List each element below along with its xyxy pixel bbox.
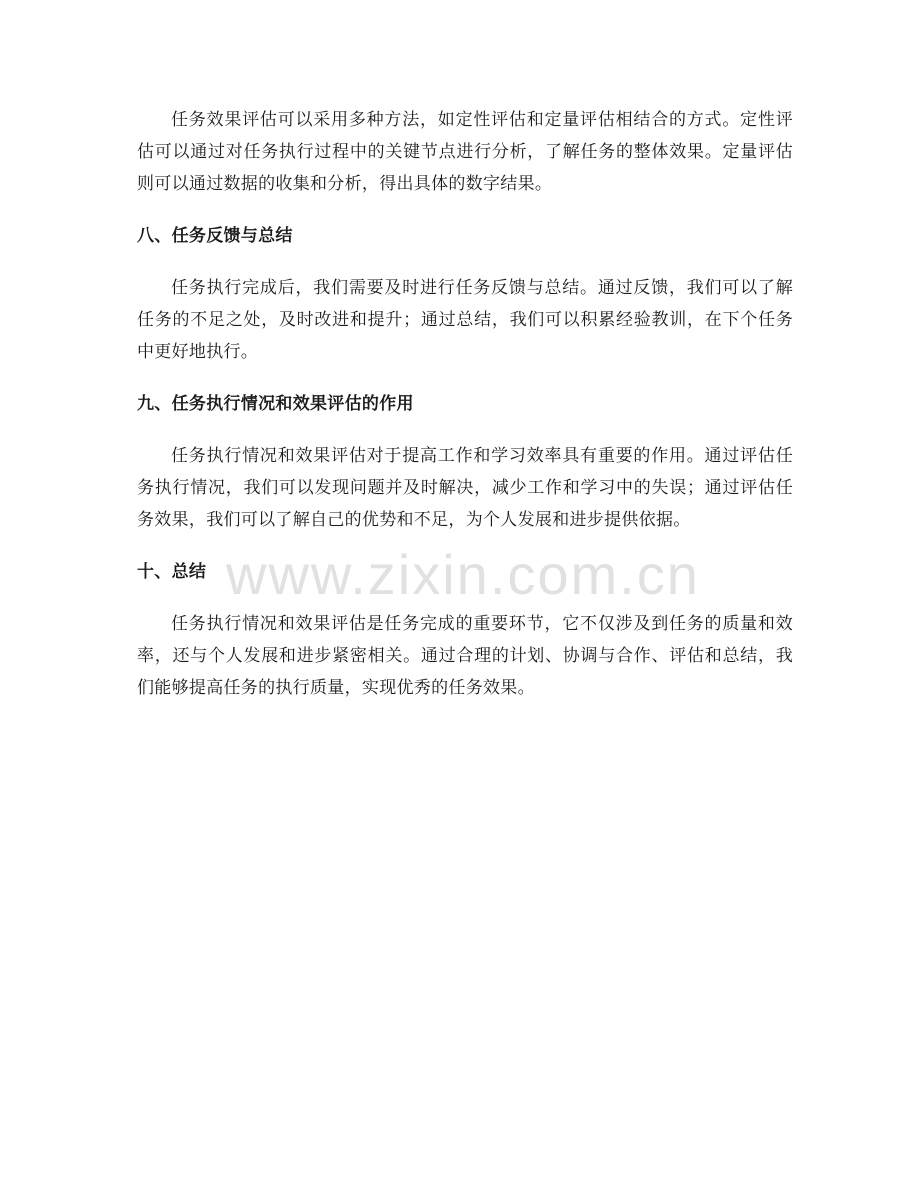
watermark-text: www.zixin.com.cn [226,543,700,606]
paragraph-conclusion: 任务执行情况和效果评估是任务完成的重要环节，它不仅涉及到任务的质量和效率，还与个人发展和进步紧密相关。通过合理的计划、协调与合作、评估和总结，我们能够提高任务的执行质量，实现优秀的任务效果。 [137,614,793,698]
paragraph-evaluation-role: 任务执行情况和效果评估对于提高工作和学习效率具有重要的作用。通过评估任务执行情况，我们可以发现问题并及时解决，减少工作和学习中的失误；通过评估任务效果，我们可以了解自己的优势和不足，为个人发展和进步提供依据。 [137,446,793,530]
paragraph-evaluation-methods: 任务效果评估可以采用多种方法，如定性评估和定量评估相结合的方式。定性评估可以通过对任务执行过程中的关键节点进行分析，了解任务的整体效果。定量评估则可以通过数据的收集和分析，得出具体的数字结果。 [137,110,793,194]
section-heading-feedback-summary: 八、任务反馈与总结 [137,226,293,246]
section-heading-conclusion: 十、总结 [137,562,207,582]
paragraph-feedback-summary: 任务执行完成后，我们需要及时进行任务反馈与总结。通过反馈，我们可以了解任务的不足之处，及时改进和提升；通过总结，我们可以积累经验教训，在下个任务中更好地执行。 [137,278,793,362]
document-body [137,104,793,704]
section-heading-evaluation-role: 九、任务执行情况和效果评估的作用 [137,394,414,414]
